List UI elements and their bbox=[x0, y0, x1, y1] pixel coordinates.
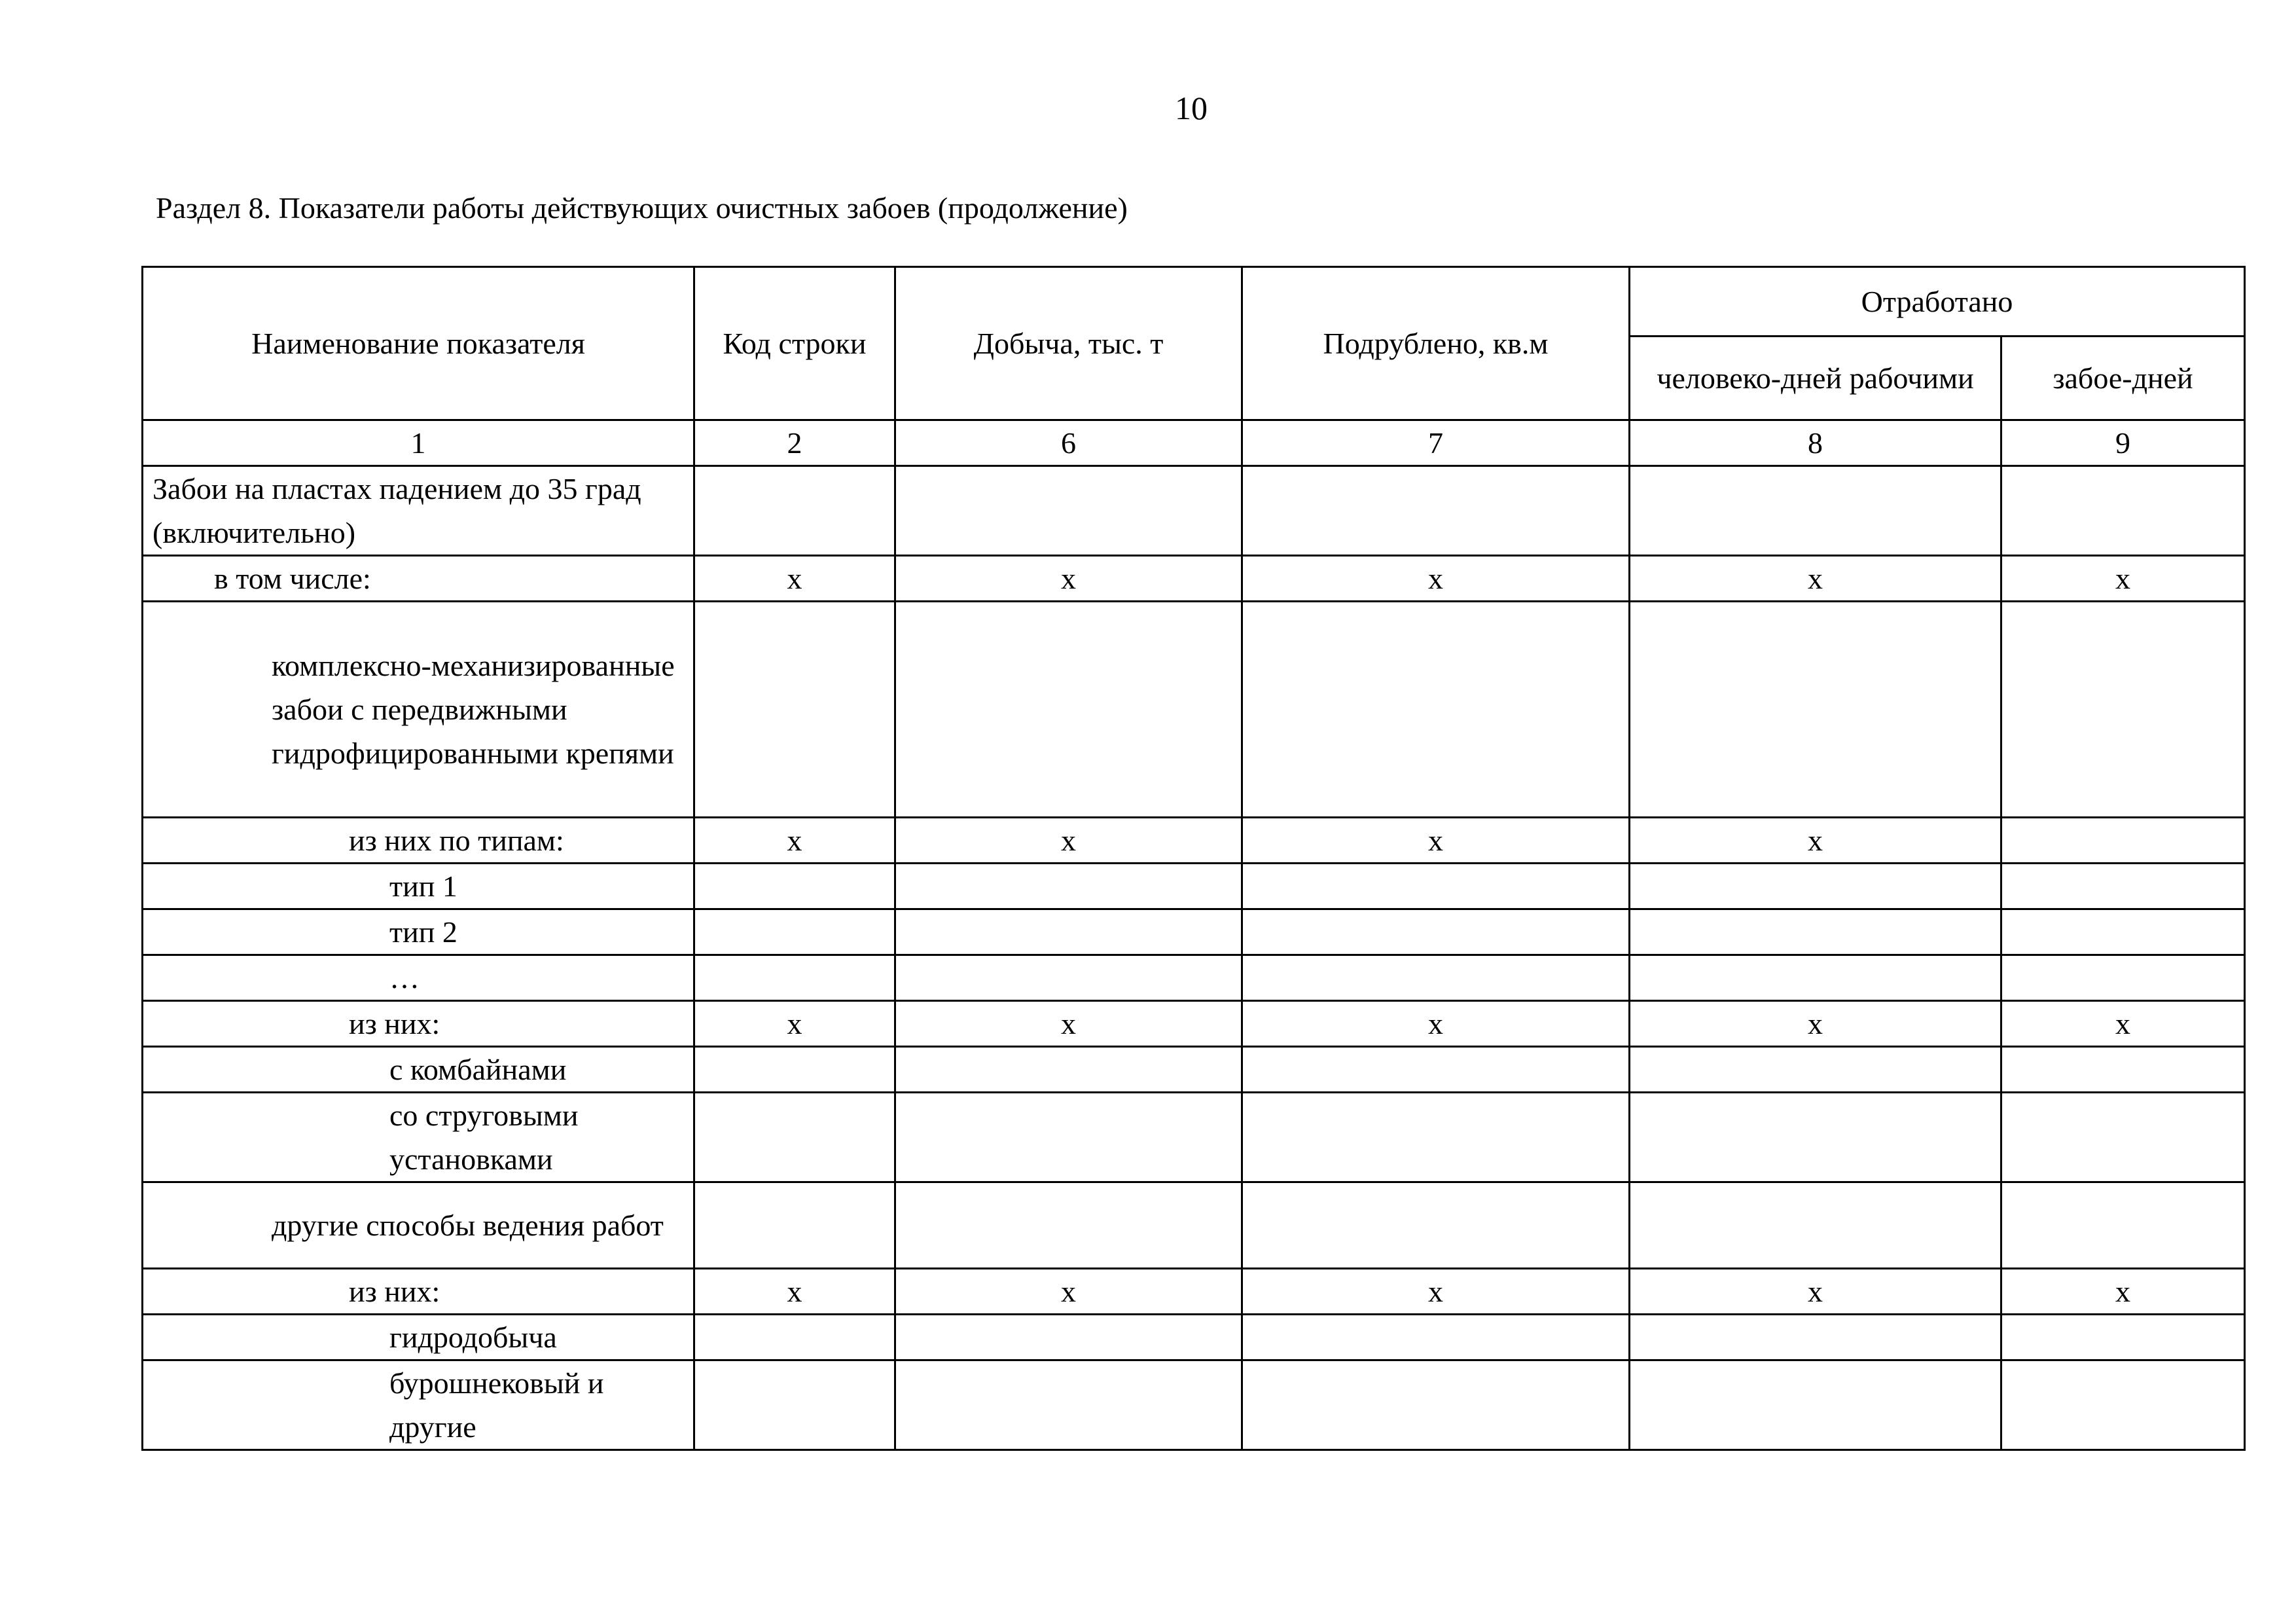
table-cell: x bbox=[2001, 556, 2245, 602]
table-cell: x bbox=[895, 818, 1242, 864]
column-number: 9 bbox=[2001, 420, 2245, 466]
row-label: другие способы ведения работ bbox=[143, 1182, 694, 1269]
section-title: Раздел 8. Показатели работы действующих очистных забоев (продолжение) bbox=[156, 191, 1128, 225]
table-cell bbox=[2001, 909, 2245, 955]
column-number: 6 bbox=[895, 420, 1242, 466]
column-number: 2 bbox=[694, 420, 895, 466]
table-cell bbox=[895, 1093, 1242, 1182]
table-row bbox=[143, 1001, 2245, 1047]
table-cell bbox=[895, 466, 1242, 556]
table-row bbox=[143, 1360, 2245, 1450]
table-cell: x bbox=[1242, 1269, 1630, 1315]
table-cell bbox=[1242, 1182, 1630, 1269]
table-cell bbox=[1630, 1047, 2001, 1093]
column-number: 8 bbox=[1630, 420, 2001, 466]
table-cell bbox=[1242, 602, 1630, 818]
table-cell bbox=[1242, 466, 1630, 556]
table-cell bbox=[1242, 955, 1630, 1001]
row-label: Забои на пластах падением до 35 град (включительно) bbox=[143, 466, 694, 556]
header-cut: Подрублено, кв.м bbox=[1242, 267, 1630, 420]
table-cell bbox=[2001, 1093, 2245, 1182]
table-cell bbox=[2001, 1182, 2245, 1269]
table-cell bbox=[2001, 1047, 2245, 1093]
page-number: 10 bbox=[1175, 90, 1208, 126]
table-cell bbox=[1630, 1360, 2001, 1450]
table-cell bbox=[1242, 864, 1630, 909]
row-label: с комбайнами bbox=[143, 1047, 694, 1093]
table-cell bbox=[1242, 1360, 1630, 1450]
header-code: Код строки bbox=[694, 267, 895, 420]
table-row bbox=[143, 1093, 2245, 1182]
table-cell bbox=[895, 864, 1242, 909]
table-cell bbox=[694, 955, 895, 1001]
table-cell bbox=[694, 1182, 895, 1269]
table-cell bbox=[895, 1360, 1242, 1450]
table-cell: x bbox=[1630, 556, 2001, 602]
table-cell bbox=[895, 909, 1242, 955]
table-row bbox=[143, 1315, 2245, 1360]
header-man-days: человеко-дней рабочими bbox=[1630, 337, 2001, 420]
table-cell bbox=[2001, 818, 2245, 864]
row-label: в том числе: bbox=[143, 556, 694, 602]
table-cell bbox=[694, 1360, 895, 1450]
table-cell bbox=[694, 1047, 895, 1093]
table-row bbox=[143, 955, 2245, 1001]
table-cell bbox=[895, 955, 1242, 1001]
column-number: 7 bbox=[1242, 420, 1630, 466]
indicators-table bbox=[141, 266, 2246, 1451]
table-cell: x bbox=[1630, 818, 2001, 864]
table-cell bbox=[1630, 1182, 2001, 1269]
table-row bbox=[143, 466, 2245, 556]
table-cell bbox=[1242, 1315, 1630, 1360]
table-cell bbox=[1630, 466, 2001, 556]
table-row bbox=[143, 864, 2245, 909]
table-cell: x bbox=[895, 556, 1242, 602]
table-cell bbox=[895, 1047, 1242, 1093]
table-cell: x bbox=[895, 1269, 1242, 1315]
table-row bbox=[143, 1047, 2245, 1093]
table-cell: x bbox=[1242, 818, 1630, 864]
table-cell bbox=[1630, 1093, 2001, 1182]
table-cell bbox=[2001, 864, 2245, 909]
row-label: … bbox=[143, 955, 694, 1001]
table-cell bbox=[694, 1315, 895, 1360]
row-label: из них по типам: bbox=[143, 818, 694, 864]
table-cell: x bbox=[694, 818, 895, 864]
table-cell: x bbox=[1630, 1001, 2001, 1047]
row-label: комплексно-механизированные забои с передвижными гидрофицированными крепями bbox=[143, 602, 694, 818]
table-cell bbox=[2001, 1315, 2245, 1360]
table-cell: x bbox=[1242, 1001, 1630, 1047]
table-cell bbox=[1242, 909, 1630, 955]
table-cell bbox=[1630, 1315, 2001, 1360]
column-number: 1 bbox=[143, 420, 694, 466]
table-cell bbox=[1630, 864, 2001, 909]
table-cell: x bbox=[694, 1001, 895, 1047]
table-row bbox=[143, 909, 2245, 955]
row-label: тип 1 bbox=[143, 864, 694, 909]
table-cell bbox=[694, 1093, 895, 1182]
row-label: гидродобыча bbox=[143, 1315, 694, 1360]
header-name: Наименование показателя bbox=[143, 267, 694, 420]
table-cell: x bbox=[895, 1001, 1242, 1047]
row-label: бурошнековый и другие bbox=[143, 1360, 694, 1450]
header-production: Добыча, тыс. т bbox=[895, 267, 1242, 420]
table-cell: x bbox=[694, 1269, 895, 1315]
table-body bbox=[143, 466, 2245, 1450]
table-row bbox=[143, 818, 2245, 864]
table-cell: x bbox=[2001, 1001, 2245, 1047]
table-cell bbox=[2001, 602, 2245, 818]
row-label: из них: bbox=[143, 1269, 694, 1315]
header-worked: Отработано bbox=[1630, 267, 2245, 337]
table-cell: x bbox=[694, 556, 895, 602]
table-cell bbox=[694, 864, 895, 909]
column-number-row bbox=[143, 420, 2245, 466]
table-cell bbox=[1630, 602, 2001, 818]
table-cell bbox=[1242, 1047, 1630, 1093]
header-row-top bbox=[143, 267, 2245, 337]
row-label: тип 2 bbox=[143, 909, 694, 955]
row-label: из них: bbox=[143, 1001, 694, 1047]
table-cell bbox=[694, 602, 895, 818]
table-cell bbox=[895, 1315, 1242, 1360]
table-cell bbox=[895, 1182, 1242, 1269]
table-cell bbox=[1630, 955, 2001, 1001]
header-face-days: забое-дней bbox=[2001, 337, 2245, 420]
table-cell bbox=[2001, 955, 2245, 1001]
table-row bbox=[143, 1269, 2245, 1315]
table-cell bbox=[1242, 1093, 1630, 1182]
row-label: со струговыми установками bbox=[143, 1093, 694, 1182]
table-cell: x bbox=[2001, 1269, 2245, 1315]
table-row bbox=[143, 602, 2245, 818]
table-cell: x bbox=[1242, 556, 1630, 602]
table-row bbox=[143, 1182, 2245, 1269]
table-row bbox=[143, 556, 2245, 602]
table-cell bbox=[2001, 466, 2245, 556]
table-cell bbox=[694, 466, 895, 556]
table-cell bbox=[895, 602, 1242, 818]
table-cell bbox=[694, 909, 895, 955]
table-cell bbox=[2001, 1360, 2245, 1450]
table-cell bbox=[1630, 909, 2001, 955]
table-cell: x bbox=[1630, 1269, 2001, 1315]
